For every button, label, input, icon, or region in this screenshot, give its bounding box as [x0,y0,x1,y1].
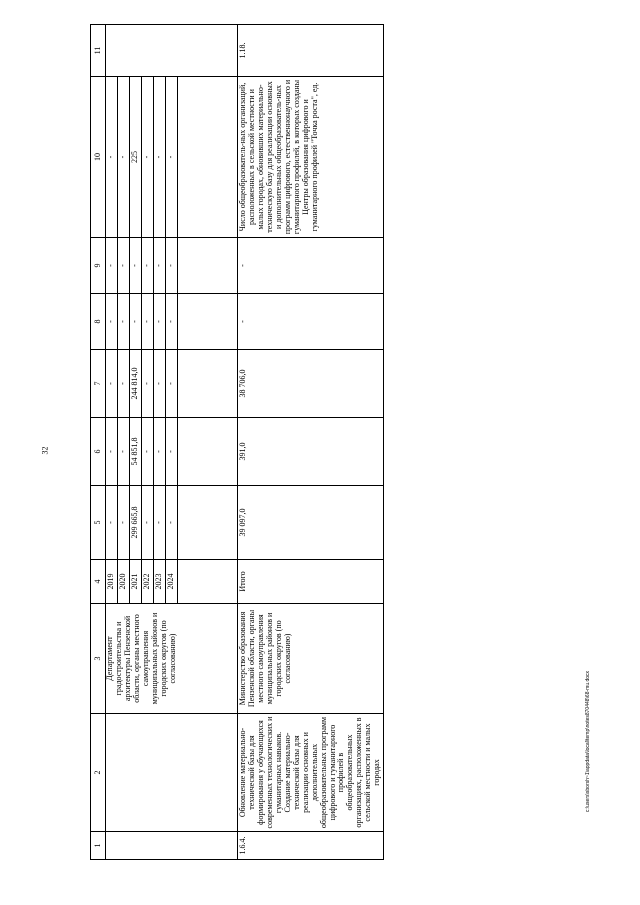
cell-empty [178,238,238,294]
cell-value: - [118,350,130,418]
cell-num: 1.6.4. [238,832,384,860]
header-col-7: 7 [91,350,106,418]
cell-value: 38 706,0 [238,350,384,418]
header-col-3: 3 [91,604,106,714]
cell-empty [178,486,238,560]
cell-value: - [238,238,384,294]
cell-value: - [166,418,178,486]
cell-value: - [142,486,154,560]
cell-year: 2024 [166,560,178,604]
cell-value: - [166,486,178,560]
header-col-11: 11 [91,25,106,77]
page-number: 32 [40,446,50,455]
cell-empty [178,560,238,604]
cell-empty [178,77,238,238]
cell-value: - [106,350,118,418]
cell-year: 2021 [130,560,142,604]
cell-department: Министерство образования Пензенской области, органы местного самоуправления муниципальных районов и городских округов (по согласованию) [238,604,384,714]
table-row [238,25,384,860]
cell-empty [178,350,238,418]
cell-value: - [154,238,166,294]
cell-value: - [130,238,142,294]
cell-value: - [154,418,166,486]
cell-value: - [238,294,384,350]
header-col-6: 6 [91,418,106,486]
header-col-4: 4 [91,560,106,604]
cell-value: - [166,294,178,350]
cell-value: 391,0 [238,418,384,486]
header-col-1: 1 [91,832,106,860]
header-col-2: 2 [91,714,106,832]
cell-value: - [106,77,118,238]
cell-value: - [166,350,178,418]
cell-value: - [154,77,166,238]
cell-value: - [118,77,130,238]
header-row [91,25,106,860]
cell-value: - [106,238,118,294]
cell-year: Итого [238,560,384,604]
cell-value: - [130,294,142,350]
cell-year: 2022 [142,560,154,604]
cell-value: - [106,418,118,486]
cell-value: 54 851,8 [130,418,142,486]
table-row [106,25,118,860]
cell-value: 299 665,8 [130,486,142,560]
cell-value: 225 [130,77,142,238]
cell-value: - [154,294,166,350]
program-table [90,24,384,860]
cell-value: 39 097,0 [238,486,384,560]
footer-file-path: c:\users\sborsh~1\appdata\local\temp\notes870448\68-mu.docx [585,670,591,812]
header-col-10: 10 [91,77,106,238]
cell-value: - [142,418,154,486]
cell-description: Обновление материально-технической базы для формирования у обучающихся современных технологических и гуманитарных навыков. Создание материально-технической базы для реализации основных и дополнительных общеобразовательных программ цифрового и гуманитарного профилей в общеобразовательных организациях, расположенных в сельской местности и малых городах [238,714,384,832]
table-inner [90,25,577,860]
cell-year: 2019 [106,560,118,604]
cell-value: - [166,238,178,294]
cell-value: - [106,486,118,560]
cell-value: - [118,238,130,294]
cell-num-a [106,832,238,860]
header-col-9: 9 [91,238,106,294]
cell-value: - [142,77,154,238]
header-col-5: 5 [91,486,106,560]
cell-year: 2023 [154,560,166,604]
cell-value: 244 814,0 [130,350,142,418]
cell-value: - [154,486,166,560]
cell-dept-a: Департамент градостроительства и архитектуры Пензенской области, органы местного самоуправления муниципальных районов и городских округов (по согласованию) [106,604,238,714]
cell-value: - [142,238,154,294]
rotated-table-container [90,25,577,860]
cell-value: - [142,350,154,418]
cell-value: - [118,294,130,350]
cell-value: - [118,418,130,486]
cell-desc-a [106,714,238,832]
cell-indicator: Число общеобразователь-ных организаций, расположенных в сельской местности и малых городах, обновивших материально-техническую базу для реализации основных и дополнительных общеобразователь-ных программ цифрового, естественнонаучного и гуманитарного профилей, в которых созданы Центры образования цифрового и гуманитарного профилей "Точка роста", ед. [238,77,384,238]
cell-empty [178,418,238,486]
cell-value: - [142,294,154,350]
header-col-8: 8 [91,294,106,350]
cell-value: - [106,294,118,350]
cell-c11-a [106,25,238,77]
cell-empty [178,294,238,350]
cell-indicator-ref: 1.18. [238,25,384,77]
cell-value: - [166,77,178,238]
cell-value: - [118,486,130,560]
cell-year: 2020 [118,560,130,604]
cell-value: - [154,350,166,418]
